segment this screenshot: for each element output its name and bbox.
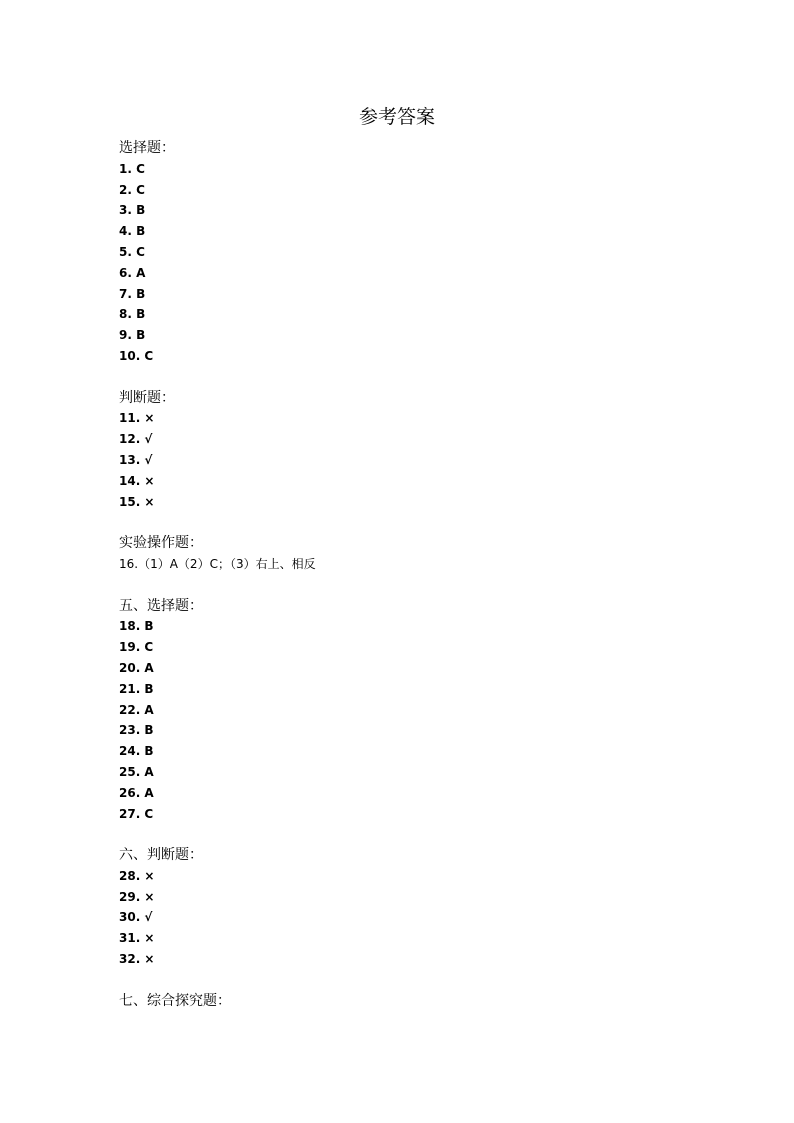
answer-item: 29. × <box>119 889 155 904</box>
answer-item: 26. A <box>119 785 154 800</box>
answer-item: 32. × <box>119 952 155 967</box>
answer-item: 7. B <box>119 286 146 301</box>
answer-item: 10. C <box>119 348 154 363</box>
answer-item: 6. A <box>119 265 146 280</box>
answer-item: 13. √ <box>119 452 153 467</box>
section-spacer <box>119 575 719 596</box>
answer-list <box>119 138 719 1011</box>
answer-item: 12. √ <box>119 432 153 447</box>
answer-item: 14. × <box>119 473 155 488</box>
answer-item <box>119 554 719 575</box>
answer-item: 19. C <box>119 640 154 655</box>
answer-item: 8. B <box>119 307 146 322</box>
section-heading-true-false: 判断题： <box>119 389 175 406</box>
answer-item: 23. B <box>119 723 154 738</box>
section-heading-choice: 选择题： <box>119 140 175 156</box>
answer-item: 2. C <box>119 182 145 197</box>
answer-item: 3. B <box>119 203 146 218</box>
answer-item: 9. B <box>119 328 146 343</box>
answer-item: 22. A <box>119 702 154 717</box>
answer-item: 31. × <box>119 931 155 946</box>
answer-item: 18. B <box>119 619 154 634</box>
answer-item: 21. B <box>119 681 154 696</box>
answer-item: 28. × <box>119 868 155 883</box>
section-spacer <box>119 512 719 533</box>
page-title: 参考答案 <box>358 106 435 128</box>
section-heading-experiment: 实验操作题： <box>119 535 203 552</box>
answer-item: 4. B <box>119 224 146 239</box>
answer-item: 30. √ <box>119 910 153 925</box>
answer-item: 24. B <box>119 744 154 759</box>
section-spacer <box>119 824 719 845</box>
section-heading-true-false-6: 六、判断题： <box>119 847 203 864</box>
answer-item: 11. × <box>119 411 155 426</box>
answer-item: 25. A <box>119 764 154 779</box>
answer-item: 20. A <box>119 660 154 675</box>
answer-item: 27. C <box>119 806 154 821</box>
answer-item-text: 16.（1）A（2）C；（3）右上、相反 <box>119 556 316 571</box>
section-heading-inquiry: 七、综合探究题： <box>119 992 231 1009</box>
answer-item: 5. C <box>119 244 145 259</box>
section-heading-choice-5: 五、选择题： <box>119 597 203 614</box>
section-spacer <box>119 970 719 991</box>
answer-item: 1. C <box>119 161 145 176</box>
answer-item: 15. × <box>119 494 155 509</box>
section-spacer <box>119 367 719 388</box>
